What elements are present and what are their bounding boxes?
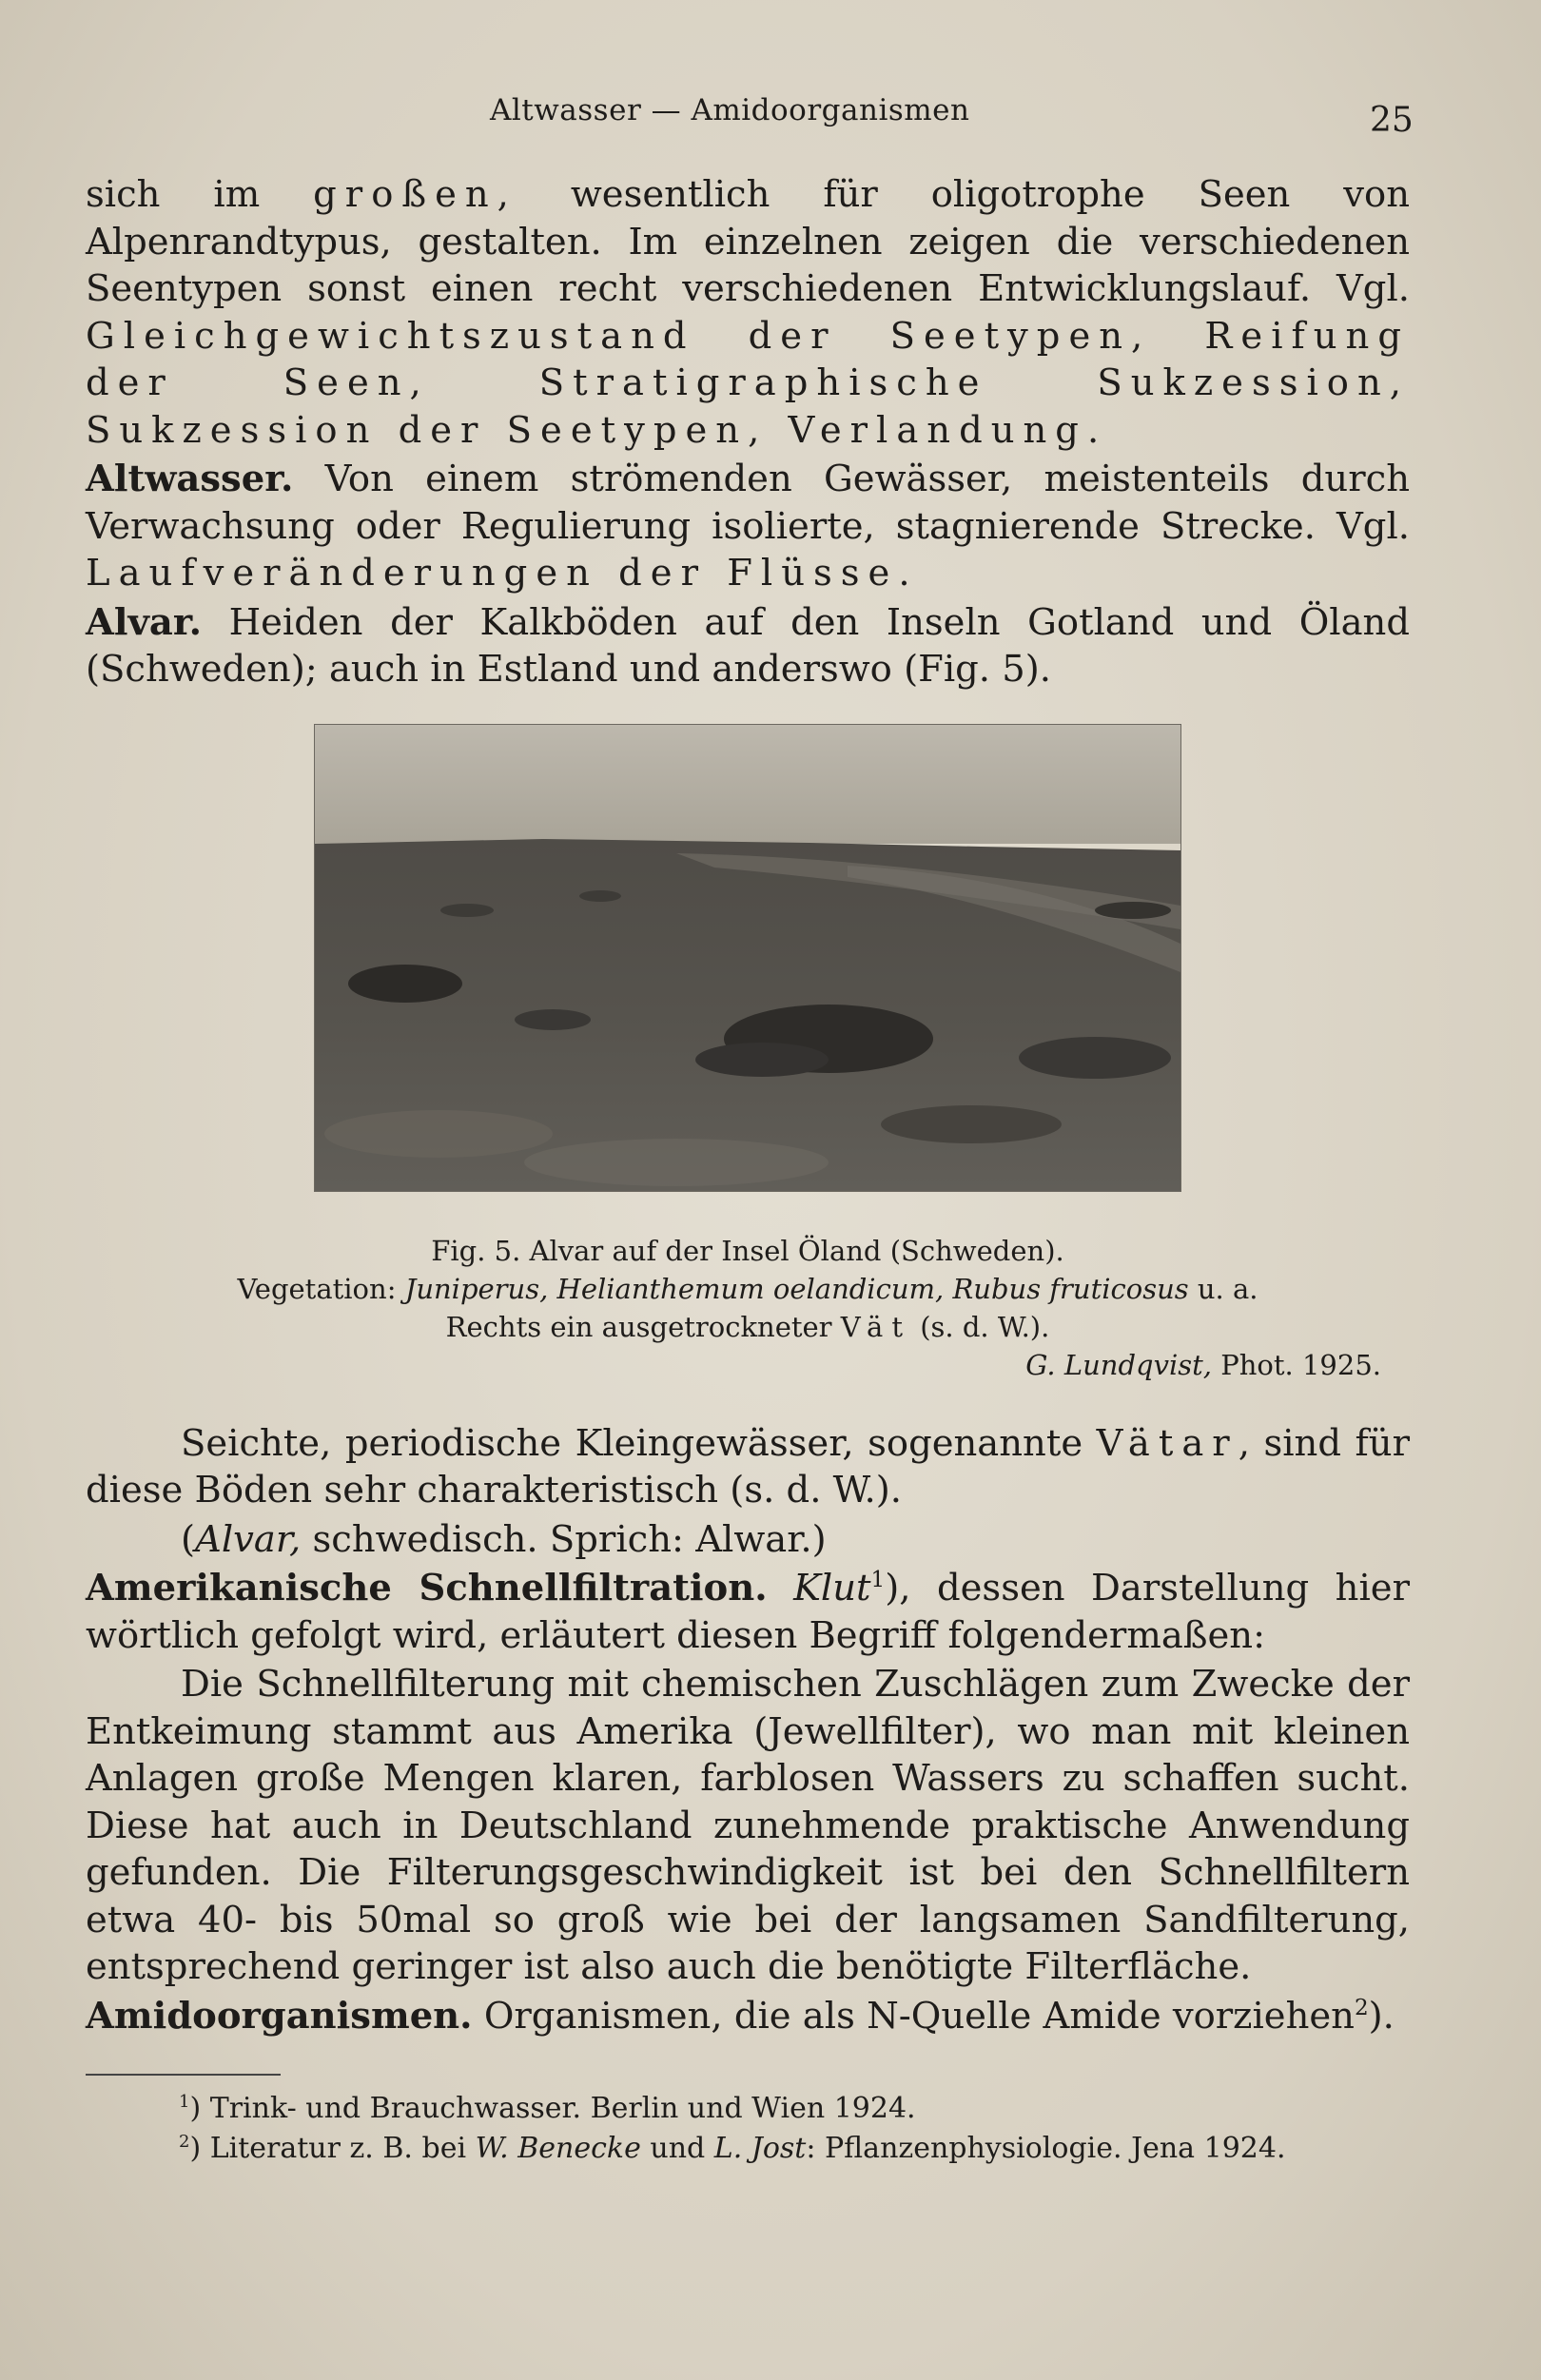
footnote-2: $^2$) Literatur z. B. bei W. Benecke und L. Jost: Pflanzenphysiologie. Jena 1924. <box>179 2132 1286 2165</box>
entry-amerikanische-schnellfiltration: Amerikanische Schnellfiltration. Klut$^1$), dessen Darstellung hier wörtlich gefolgt wird, erläutert diesen Begriff folgendermaßen: <box>86 1567 1410 1657</box>
footnote-ref: 1 <box>870 1568 886 1593</box>
entry-headword: Alvar. <box>86 600 202 644</box>
paragraph-vaetar: Seichte, periodische Kleingewässer, sogenannte Vätar, sind für diese Böden sehr charakteristisch (s. d. W.). <box>86 1421 1410 1512</box>
spaced-term: großen, <box>313 173 517 216</box>
entry-headword: Amerikanische Schnellfiltration. <box>86 1567 768 1609</box>
photo-credit: G. Lundqvist, Phot. 1925. <box>1025 1348 1381 1381</box>
entry-headword: Altwasser. <box>86 458 294 500</box>
footnotes <box>86 2089 1410 2169</box>
entry-amidoorganismen: Amidoorganismen. Organismen, die als N-Quelle Amide vorziehen$^2$). <box>86 1994 1395 2038</box>
page-header <box>0 93 1541 141</box>
paragraph-quote-schnellfilter: Die Schnellfilterung mit chemischen Zuschlägen zum Zwecke der Entkeimung stammt aus Amerika (Jewellfilter), wo man mit kleinen Anlagen große Mengen klaren, farblosen Wassers zu schaffen sucht. Diese hat auch in Deutschland zunehmende praktische Anwendung gefunden. Die Filterungsgeschwindigkeit ist bei den Schnellfiltern etwa 40- bis 50mal so groß wie bei der langsamen Sandfilterung, entsprechend geringer ist also auch die benötigte Filterfläche. <box>86 1663 1410 1988</box>
figure-caption <box>86 1232 1410 1384</box>
caption-line: Fig. 5. Alvar auf der Insel Öland (Schweden). <box>431 1234 1064 1267</box>
paragraph-alvar-note: (Alvar, schwedisch. Sprich: Alwar.) <box>181 1517 827 1561</box>
footnote-ref: 2 <box>1354 1995 1369 2020</box>
footnote-1: $^1$) Trink- und Brauchwasser. Berlin und Wien 1924. <box>179 2092 916 2125</box>
running-head: Altwasser — Amidoorganismen <box>490 93 970 127</box>
spaced-crossref: Laufveränderungen der Flüsse <box>86 552 899 595</box>
footnote-divider <box>86 2074 281 2076</box>
entry-headword: Amidoorganismen. <box>86 1994 473 2038</box>
entry-alvar: Alvar. Heiden der Kalkböden auf den Inseln Gotland und Öland (Schweden); auch in Estland und anderswo (Fig. 5). <box>86 600 1410 691</box>
figure-photo-alvar <box>314 724 1181 1192</box>
spaced-term: Vätar <box>1096 1421 1239 1465</box>
spaced-crossref: Gleichgewichtszustand der Seetypen, Reifung der Seen, Stratigraphische Sukzession, Sukzession der Seetypen, Verlandung <box>86 314 1410 452</box>
paragraph-continuation: sich im großen, wesentlich für oligotrophe Seen von Alpenrandtypus, gestalten. Im einzelnen zeigen die verschiedenen Seentypen sonst einen recht verschiedenen Entwicklungslauf. Vgl. Gleichgewichtszustand der Seetypen, Reifung der Seen, Stratigraphische Sukzession, Sukzession der Seetypen, Verlandung. <box>86 173 1410 452</box>
species-names: Juniperus, Helianthemum oelandicum, Rubus fruticosus <box>404 1272 1189 1305</box>
entry-altwasser: Altwasser. Von einem strömenden Gewässer, meistenteils durch Verwachsung oder Regulierung isolierte, stagnierende Strecke. Vgl. Laufveränderungen der Flüsse. <box>86 458 1410 595</box>
page-number: 25 <box>1370 101 1414 140</box>
landscape-photo <box>315 725 1180 1191</box>
caption-line: Rechts ein ausgetrockneter Vät (s. d. W.). <box>445 1310 1050 1343</box>
body-text <box>86 171 1410 2169</box>
caption-line: Vegetation: Juniperus, Helianthemum oelandicum, Rubus fruticosus u. a. <box>237 1272 1258 1305</box>
